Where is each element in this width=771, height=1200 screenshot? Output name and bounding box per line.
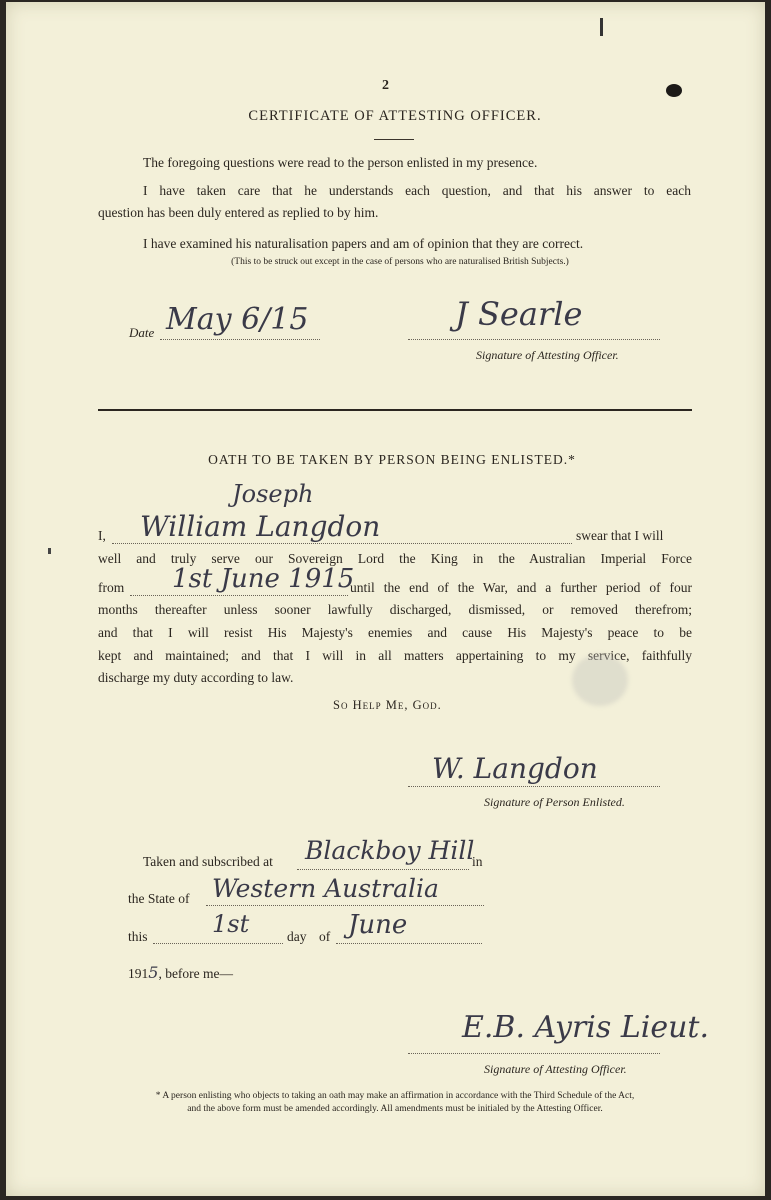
place-line bbox=[297, 866, 469, 870]
from-date: 1st June 1915 bbox=[172, 564, 355, 594]
left-margin-mark bbox=[48, 548, 51, 554]
day-line bbox=[153, 940, 283, 944]
certificate-para-3: I have examined his naturalisation papers and am of opinion that they are correct. bbox=[143, 236, 584, 251]
ink-blot bbox=[666, 84, 682, 97]
section-divider bbox=[98, 409, 692, 411]
oath-line-5: and that I will resist His Majesty's enemies and cause His Majesty's peace to be bbox=[98, 625, 692, 640]
month-line bbox=[336, 940, 482, 944]
state-value: Western Australia bbox=[212, 874, 439, 903]
oath-line-7: discharge my duty according to law. bbox=[98, 670, 294, 685]
place-value: Blackboy Hill bbox=[305, 836, 475, 865]
from-label: from bbox=[98, 580, 125, 595]
month-value: June bbox=[348, 910, 408, 940]
oath-title: OATH TO BE TAKEN BY PERSON BEING ENLISTED.* bbox=[208, 452, 576, 467]
enlisted-signature: W. Langdon bbox=[432, 752, 598, 785]
attesting-signature-line bbox=[408, 1050, 660, 1054]
footnote-line-1: * A person enlisting who objects to taking an oath may make an affirmation in accordance with the Third Schedule of the Act, bbox=[155, 1091, 635, 1101]
year-line bbox=[128, 962, 233, 985]
footnote-line-2: and the above form must be amended accordingly. All amendments must be initialed by the Attesting Officer. bbox=[187, 1104, 603, 1114]
date-label: Date bbox=[129, 325, 155, 340]
naturalisation-note: (This to be struck out except in the case of persons who are naturalised British Subjects.) bbox=[231, 257, 569, 267]
certificate-title: CERTIFICATE OF ATTESTING OFFICER. bbox=[248, 108, 542, 124]
taken-label: Taken and subscribed at bbox=[143, 854, 273, 869]
attesting-signature-caption: Signature of Attesting Officer. bbox=[484, 1062, 627, 1076]
name-insertion: Joseph bbox=[232, 480, 314, 508]
certificate-para-1: The foregoing questions were read to the person enlisted in my presence. bbox=[143, 155, 538, 170]
year-digit: 5 bbox=[148, 963, 159, 982]
before-me: , before me— bbox=[158, 966, 234, 981]
until-text: until the end of the War, and a further period of four bbox=[350, 580, 692, 595]
state-label: the State of bbox=[128, 891, 190, 906]
oath-pronoun: I, bbox=[98, 528, 106, 543]
margin-mark bbox=[600, 18, 603, 36]
date-handwritten: May 6/15 bbox=[166, 302, 309, 337]
page-number: 2 bbox=[382, 78, 389, 93]
oath-line-2: well and truly serve our Sovereign Lord the King in the Australian Imperial Force bbox=[98, 551, 692, 566]
year-prefix: 191 bbox=[128, 966, 149, 981]
swear-text: swear that I will bbox=[576, 528, 664, 543]
oath-line-4: months thereafter unless sooner lawfully discharged, dismissed, or removed therefrom; bbox=[98, 602, 692, 617]
attesting-signature: E.B. Ayris Lieut. bbox=[462, 1010, 710, 1045]
certificate-para-2b: question has been duly entered as replied to by him. bbox=[98, 205, 379, 220]
officer-signature-line bbox=[408, 336, 660, 340]
of-label: of bbox=[319, 929, 331, 944]
day-label: day bbox=[287, 929, 307, 944]
certificate-para-2a: I have taken care that he understands each question, and that his answer to each bbox=[143, 183, 691, 198]
this-label: this bbox=[128, 929, 148, 944]
in-label: in bbox=[472, 854, 483, 869]
officer-signature-caption: Signature of Attesting Officer. bbox=[476, 348, 619, 362]
day-value: 1st bbox=[212, 910, 250, 938]
oath-line-6: kept and maintained; and that I will in all matters appertaining to my service, faithfully bbox=[98, 648, 692, 663]
officer-signature: J Searle bbox=[455, 295, 583, 333]
title-divider bbox=[374, 139, 414, 140]
enlisted-signature-caption: Signature of Person Enlisted. bbox=[484, 795, 625, 809]
oath-closing: So Help Me, God. bbox=[333, 698, 442, 712]
enlistee-name: William Langdon bbox=[140, 510, 381, 543]
paper-stain bbox=[572, 654, 628, 706]
